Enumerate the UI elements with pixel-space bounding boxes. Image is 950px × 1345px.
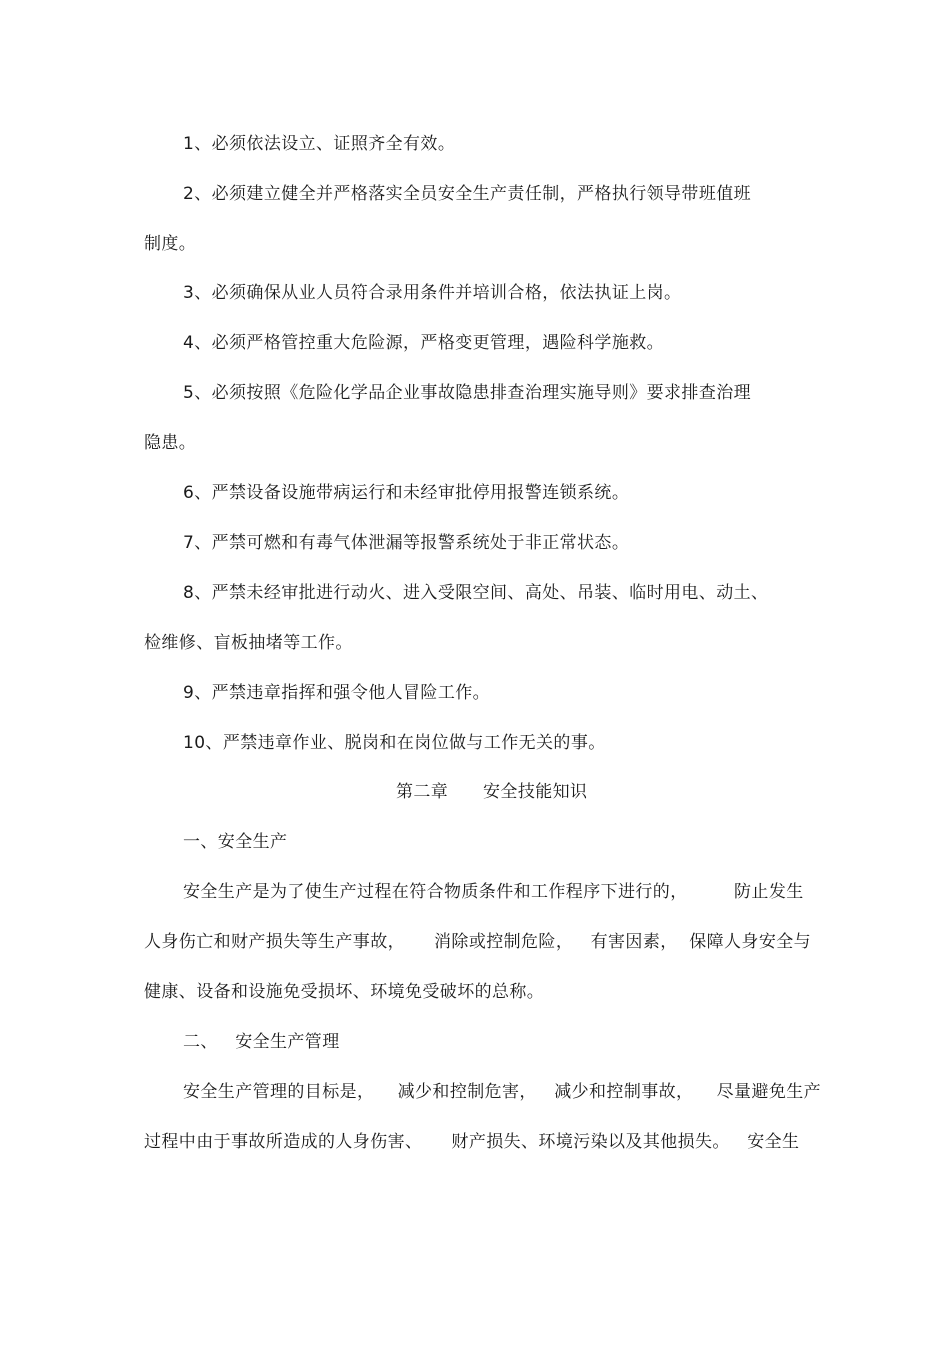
rule-5-continuation: 隐患。	[144, 433, 197, 453]
section-1-paragraph-line-1: 安全生产是为了使生产过程在符合物质条件和工作程序下进行的， 防止发生	[183, 882, 804, 902]
rule-8-continuation: 检维修、盲板抽堵等工作。	[144, 633, 353, 653]
section-2-paragraph-line-2: 过程中由于事故所造成的人身伤害、 财产损失、环境污染以及其他损失。 安全生	[144, 1132, 800, 1152]
rule-9: 9、严禁违章指挥和强令他人冒险工作。	[183, 683, 491, 703]
rule-5: 5、必须按照《危险化学品企业事故隐患排查治理实施导则》要求排查治理	[183, 383, 752, 403]
rule-2: 2、必须建立健全并严格落实全员安全生产责任制，严格执行领导带班值班	[183, 184, 752, 204]
rule-6: 6、严禁设备设施带病运行和未经审批停用报警连锁系统。	[183, 483, 630, 503]
rule-7: 7、严禁可燃和有毒气体泄漏等报警系统处于非正常状态。	[183, 533, 630, 553]
section-1-heading: 一、安全生产	[183, 832, 288, 852]
chapter-title: 第二章 安全技能知识	[396, 782, 588, 802]
rule-10: 10、严禁违章作业、脱岗和在岗位做与工作无关的事。	[183, 733, 606, 753]
section-1-paragraph-line-2: 人身伤亡和财产损失等生产事故， 消除或控制危险， 有害因素， 保障人身安全与	[144, 932, 812, 952]
rule-2-continuation: 制度。	[144, 234, 197, 254]
rule-3: 3、必须确保从业人员符合录用条件并培训合格，依法执证上岗。	[183, 283, 682, 303]
rule-8: 8、严禁未经审批进行动火、进入受限空间、高处、吊装、临时用电、动土、	[183, 583, 769, 603]
section-2-heading: 二、 安全生产管理	[183, 1032, 340, 1052]
rule-4: 4、必须严格管控重大危险源，严格变更管理，遇险科学施救。	[183, 333, 665, 353]
rule-1: 1、必须依法设立、证照齐全有效。	[183, 134, 456, 154]
section-2-paragraph-line-1: 安全生产管理的目标是， 减少和控制危害， 减少和控制事故， 尽量避免生产	[183, 1082, 822, 1102]
section-1-paragraph-line-3: 健康、设备和设施免受损坏、环境免受破坏的总称。	[144, 982, 545, 1002]
